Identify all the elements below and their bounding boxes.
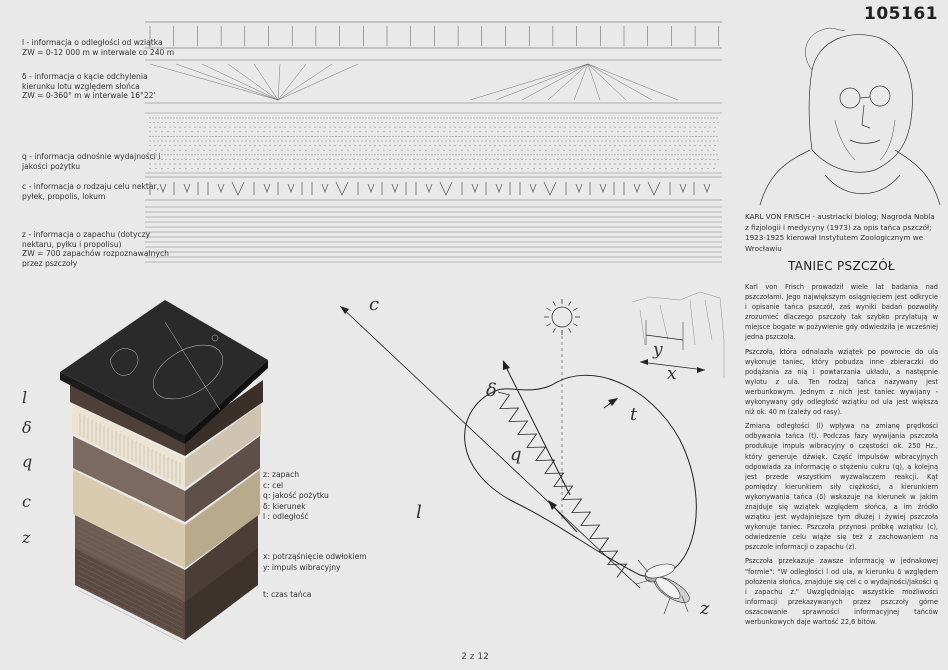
sun-icon: [544, 299, 580, 335]
legend-delta: [22, 72, 156, 101]
key-t: t: czas tańca: [263, 590, 312, 599]
dance-label-delta: δ: [486, 380, 497, 401]
body-text: [745, 282, 938, 631]
dance-diagram: [340, 292, 724, 614]
legend-delta-line2: kierunku lotu względem słońca: [22, 81, 140, 91]
band-l: [145, 22, 722, 48]
key-delta: δ: kierunek: [263, 501, 306, 511]
band-q-dots: [145, 113, 722, 173]
key-x: x: potrząśnięcie odwłokiem: [263, 552, 367, 561]
hive-label-delta: δ: [22, 418, 32, 437]
bee-icon: [636, 560, 693, 614]
legend-c-line1: c - informacja o rodzaju celu nektar,: [22, 182, 160, 191]
legend-l-line2: ZW = 0-12 000 m w interwale co 240 m: [22, 47, 175, 57]
portrait-sketch: [760, 28, 940, 205]
key-z: z: zapach: [263, 470, 300, 479]
page-number: 2 z 12: [461, 652, 489, 662]
dance-label-t: t: [630, 404, 638, 425]
legend-l: [22, 38, 174, 57]
legend-c-line2: pyłek, propolis, lokum: [22, 191, 106, 201]
dance-label-q: q: [510, 444, 522, 465]
hive-label-l: l: [22, 388, 28, 407]
key-y: y: impuls wibracyjny: [263, 562, 341, 572]
dance-label-l: l: [416, 502, 422, 523]
legend-z-line1: z - informacja o zapachu (dotyczy: [22, 230, 151, 239]
legend-z-line3: ZW = 700 zapachów rozpoznawalnych: [22, 249, 169, 258]
legend-q: [22, 152, 160, 171]
band-delta: [145, 60, 722, 103]
symbol-key-2: [263, 552, 367, 573]
portrait-caption: KARL VON FRISCH - austriacki biolog; Nagroda Nobla z fizjologii i medycyny (1973) za opis tańca pszczół; 1923-1925 kierował Instytutem Zoologicznym we Wrocławiu: [745, 212, 935, 253]
band-z-lines: [145, 207, 722, 262]
legend-z: [22, 230, 169, 268]
legend-z-line2: nektaru, pyłku i propolisu): [22, 239, 122, 249]
hive-label-q: q: [22, 452, 33, 471]
legend-delta-line3: ZW = 0-360° m w interwale 16°22': [22, 91, 156, 100]
legend-z-line4: przez pszczoły: [22, 258, 78, 268]
legend-delta-line1: δ - informacja o kącie odchylenia: [22, 72, 148, 81]
legend-c: [22, 182, 159, 201]
paragraph-1: Karl von Frisch prowadził wiele lat badania nad pszczołami. Jego największym osiągnięciem jest odkrycie i opisanie tańca pszczół, zaś wyniki badań pozwoliły zrozumieć dlaczego pszczoły tak szybko przylatują w miejsce bogate w pożywienie gdy odwiedziła je wcześniej jedna pszczoła.: [745, 283, 938, 342]
dance-label-c: c: [369, 294, 380, 315]
paragraph-3: Zmiana odległości (l) wpływa na zmianę prędkości odbywania tańca (t). Podczas fazy wywijania pszczoła produkuje impuls wibracyjny o częstości ok. 250 Hz., który generuje dźwięk. Część impulsów wibracyjnych odpowiada za informację o stężeniu cukru (q), a kolejną jest przede wszystkim wyzwalaczem reakcji. Kąt pomiędzy kierunkiem siły ciężkości, a kierunkiem wykonywania tańca (δ) wskazuje na kierunek w jakim znajduje się wziątek względem słońca, a im źródło wziątku jest wydajniejsze tym dłużej i żywiej pszczoła wykonuje taniec. Pszczoła przynosi próbkę wziątku (c), odwiedzenie celu wiąże się też z zachowaniem na pszczole informacji o zapachu (z).: [745, 422, 938, 552]
symbol-key: [263, 470, 329, 523]
key-c: c: cel: [263, 480, 284, 490]
page-title: TANIEC PSZCZÓŁ: [788, 259, 895, 273]
key-l: l : odległość: [263, 512, 309, 522]
key-q: q: jakość pożytku: [263, 491, 329, 501]
symbol-key-3: [263, 590, 311, 601]
legend-q-line1: q - informacja odnośnie wydajności i: [22, 152, 161, 161]
hive-label-z: z: [22, 528, 31, 547]
band-c-marks: [145, 177, 722, 200]
legend-q-line2: jakości pożytku: [22, 161, 81, 171]
paragraph-2: Pszczoła, która odnalazła wziątek po powrocie do ula wykonuje taniec, który pobudza inne zbieraczki do podążania za nią i powtarzania układu, a następnie wylotu z ula. Ten rodzaj tańca nazywany jest werbunkowym. Jednym z nich jest taniec wywijany - wykonywany gdy odległość wziątku od ula jest większa niż ok. 40 m (zależy od rasy).: [745, 347, 938, 417]
legend-l-line1: l - informacja o odległości od wziątka: [22, 38, 163, 47]
dance-label-x: x: [667, 364, 677, 384]
dance-label-z: z: [700, 598, 710, 619]
dance-label-y: y: [653, 340, 663, 360]
board-number: 105161: [864, 4, 938, 24]
hive-model: [60, 300, 268, 643]
hive-label-c: c: [22, 492, 31, 511]
paragraph-4: Pszczoła przekazuje zawsze informację w jednakowej "formie": "W odległości l od ula, w kierunku δ względem położenia słońca, znajduje się cel c o wydajności/jakości q i zapachu z." Uwzględniając wszystkie możliwości informacji przekazywanych przez pszczoły górne oszacowanie sprawności informacyjnej tańców werbunkowych daje wartość 22,6 bitów.: [745, 557, 938, 626]
